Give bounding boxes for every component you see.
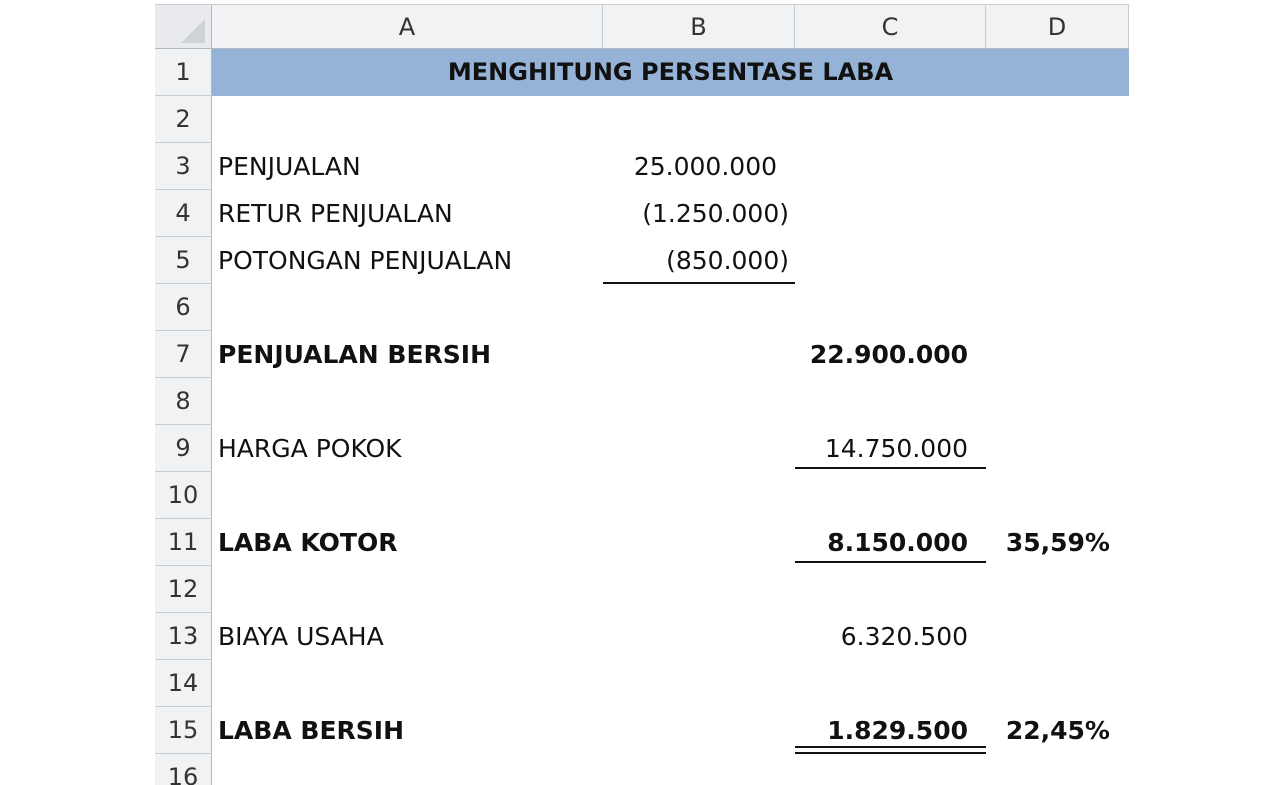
- cell-a4-retur-label[interactable]: RETUR PENJUALAN: [218, 199, 453, 228]
- column-header-row: [155, 5, 1129, 49]
- column-header-d[interactable]: D: [986, 5, 1129, 49]
- cell-a9-harga-pokok-label[interactable]: HARGA POKOK: [218, 434, 402, 463]
- column-header-b[interactable]: B: [603, 5, 795, 49]
- row-header-16[interactable]: 16: [155, 754, 212, 785]
- cell-a13-biaya-usaha-label[interactable]: BIAYA USAHA: [218, 622, 384, 651]
- row-header-12[interactable]: 12: [155, 566, 212, 613]
- cell-d15-laba-bersih-percent[interactable]: 22,45%: [1005, 716, 1110, 745]
- column-header-c[interactable]: C: [795, 5, 986, 49]
- row-header-7[interactable]: 7: [155, 331, 212, 378]
- cell-b5-potongan-value[interactable]: (850.000): [666, 246, 789, 275]
- select-all-triangle-icon: [181, 19, 205, 43]
- cell-b4-retur-value[interactable]: (1.250.000): [642, 199, 789, 228]
- double-underline-c15: [795, 746, 986, 754]
- sheet-title-cell[interactable]: MENGHITUNG PERSENTASE LABA: [447, 58, 894, 86]
- underline-b5: [603, 282, 795, 284]
- cell-d11-laba-kotor-percent[interactable]: 35,59%: [1005, 528, 1110, 557]
- column-header-a[interactable]: A: [212, 5, 603, 49]
- row-header-9[interactable]: 9: [155, 425, 212, 472]
- row-header-3[interactable]: 3: [155, 143, 212, 190]
- row-header-1[interactable]: 1: [155, 49, 212, 96]
- underline-c11: [795, 561, 986, 563]
- row-header-10[interactable]: 10: [155, 472, 212, 519]
- cell-c13-biaya-usaha-value[interactable]: 6.320.500: [840, 622, 968, 651]
- cell-c15-laba-bersih-value[interactable]: 1.829.500: [827, 716, 968, 745]
- cell-c11-laba-kotor-value[interactable]: 8.150.000: [827, 528, 968, 557]
- cell-c9-harga-pokok-value[interactable]: 14.750.000: [824, 434, 968, 463]
- cell-b3-penjualan-value[interactable]: 25.000.000: [633, 152, 777, 181]
- row-header-14[interactable]: 14: [155, 660, 212, 707]
- select-all-corner[interactable]: [155, 5, 212, 49]
- cell-a11-laba-kotor-label[interactable]: LABA KOTOR: [218, 528, 398, 557]
- row-header-5[interactable]: 5: [155, 237, 212, 284]
- spreadsheet-grid: [155, 0, 1129, 785]
- row-header-4[interactable]: 4: [155, 190, 212, 237]
- row-header-2[interactable]: 2: [155, 96, 212, 143]
- row-header-13[interactable]: 13: [155, 613, 212, 660]
- cell-a15-laba-bersih-label[interactable]: LABA BERSIH: [218, 716, 404, 745]
- row-header-8[interactable]: 8: [155, 378, 212, 425]
- row-header-15[interactable]: 15: [155, 707, 212, 754]
- cell-a5-potongan-label[interactable]: POTONGAN PENJUALAN: [218, 246, 513, 275]
- row-header-6[interactable]: 6: [155, 284, 212, 331]
- row-header-11[interactable]: 11: [155, 519, 212, 566]
- cell-c7-penjualan-bersih-value[interactable]: 22.900.000: [809, 340, 968, 369]
- cell-a3-penjualan-label[interactable]: PENJUALAN: [218, 152, 361, 181]
- underline-c9: [795, 467, 986, 469]
- cell-a7-penjualan-bersih-label[interactable]: PENJUALAN BERSIH: [218, 340, 492, 369]
